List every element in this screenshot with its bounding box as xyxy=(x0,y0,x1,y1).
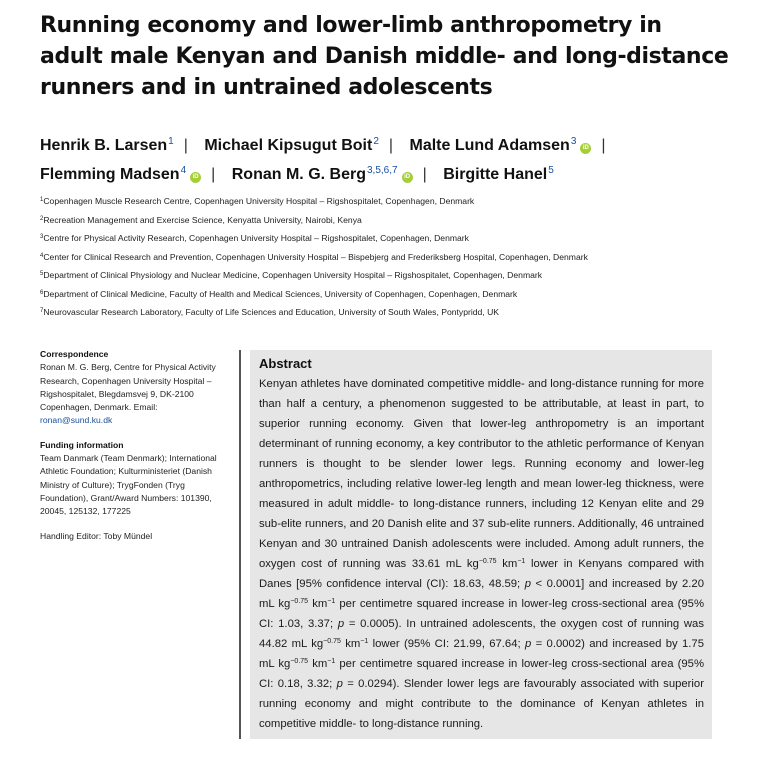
abstract-text: Kenyan athletes have dominated competitive middle- and long-distance running for more than half a century, a phenomenon suggested to be attributable, at least in part, to superior running economy. Given that lower-leg anthropometry is an important determinant of running economy, a key contributor to the athletic performance of Kenyan runners is thought to be slender lower legs. Running economy and lower-leg anthropometrics, including relative lower-leg length and mean lower-leg thickness, were measured in adult middle- to long-distance runners, including 12 Kenyan elite and 29 sub-elite runners, and 20 Danish elite and 37 sub-elite runners. Additionally, 46 untrained Kenyan and 30 untrained Danish adolescents were included. Among adult runners, the oxygen cost of running was 33.61 mL $kg^{-0.75}$ $km^{-1}$ lower in Kenyans compared with Danes [95% confidence interval (CI): 18.63, 48.59; p < 0.0001] and increased by 2.20 mL $kg^{-0.75}$ $km^{-1}$ per centimetre squared increase in lower-leg cross-sectional area (95% CI: 1.03, 3.37; p = 0.0005). In untrained adolescents, the oxygen cost of running was 44.82 mL $kg^{-0.75}$ $km^{-1}$ lower (95% CI: 21.99, 67.64; p = 0.0002) and increased by 1.75 mL $kg^{-0.75}$ $km^{-1}$ per centimetre squared increase in lower-leg cross-sectional area (95% CI: 0.18, 3.32; p = 0.0294). Slender lower legs are favourably associated with superior running economy and might contribute to the dominance of Kenyan athletes in competitive middle- to long-distance running. xyxy=(259,378,704,730)
author-boit[interactable]: Michael Kipsugut Boit$^2$ xyxy=(204,136,379,154)
abstract-heading: Abstract xyxy=(259,356,312,371)
funding-text: Team Danmark (Team Denmark); International Athletic Foundation; Kulturministeriet (Danish Ministry of Culture); TrygFonden (Tryg Foundation), Grant/Award Numbers: 101390, 20045, 125132, 177225 xyxy=(40,453,217,517)
author-affiliation-ref[interactable]: 4 xyxy=(180,165,187,176)
author-separator: | xyxy=(183,137,188,154)
abstract-box xyxy=(250,350,712,739)
handling-editor: Handling Editor: Toby Mündel xyxy=(40,530,153,541)
article-sidebar xyxy=(40,348,232,554)
author-affiliation-ref[interactable]: 3,5,6,7 xyxy=(366,165,398,176)
orcid-icon[interactable]: iD xyxy=(402,172,413,183)
affiliation-item: $^3$Centre for Physical Activity Research, Copenhagen University Hospital – Rigshospitalet, Copenhagen, Denmark xyxy=(40,233,469,243)
funding-block xyxy=(40,439,232,519)
author-larsen[interactable]: Henrik B. Larsen$^1$ xyxy=(40,136,174,154)
author-separator: | xyxy=(388,137,394,154)
affiliation-item: $^5$Department of Clinical Physiology and Nuclear Medicine, Copenhagen University Hospital – Rigshospitalet, Copenhagen, Denmark xyxy=(40,270,543,280)
affiliation-item: $^4$Center for Clinical Research and Prevention, Copenhagen University Hospital – Bispebjerg and Frederiksberg Hospital, Copenhagen, Denmark xyxy=(40,251,588,262)
author-affiliation-ref[interactable]: 2 xyxy=(373,136,379,147)
correspondence-heading: Correspondence xyxy=(40,349,109,359)
affiliation-item: $^1$Copenhagen Muscle Research Centre, Copenhagen University Hospital – Rigshospitalet, Copenhagen, Denmark xyxy=(40,196,475,206)
article-title: Running economy and lower-limb anthropometry in adult male Kenyan and Danish middle- and long-distance runners and in untrained adolescents xyxy=(40,13,729,100)
correspondence-block xyxy=(40,348,232,428)
author-separator: | xyxy=(211,166,216,183)
correspondence-email-link[interactable]: ronan@sund.ku.dk xyxy=(40,415,113,426)
author-madsen[interactable]: Flemming Madsen$^4$iD xyxy=(40,166,201,183)
author-list xyxy=(40,129,730,187)
affiliation-item: $^7$Neurovascular Research Laboratory, Faculty of Life Sciences and Education, University of South Wales, Pontypridd, UK xyxy=(40,307,500,317)
author-separator: | xyxy=(601,137,606,154)
funding-heading: Funding information xyxy=(40,439,124,450)
author-separator: | xyxy=(422,166,427,183)
affiliation-list xyxy=(40,193,730,323)
orcid-icon[interactable]: iD xyxy=(580,143,591,154)
orcid-icon[interactable]: iD xyxy=(190,172,201,183)
column-divider xyxy=(239,350,241,739)
author-affiliation-ref[interactable]: 3 xyxy=(570,136,577,147)
affiliation-item: $^2$Recreation Management and Exercise Science, Kenyatta University, Nairobi, Kenya xyxy=(40,214,362,225)
author-hanel[interactable]: Birgitte Hanel$^5$ xyxy=(443,165,554,183)
affiliation-item: $^6$Department of Clinical Medicine, Faculty of Health and Medical Sciences, University of Copenhagen, Copenhagen, Denmark xyxy=(40,288,518,299)
author-affiliation-ref[interactable]: 1 xyxy=(168,136,174,147)
author-berg[interactable]: Ronan M. G. Berg$^{3,5,6,7}$iD xyxy=(232,166,413,183)
author-affiliation-ref[interactable]: 5 xyxy=(548,165,554,176)
author-adamsen[interactable]: Malte Lund Adamsen$^3$iD xyxy=(410,137,592,154)
correspondence-text: Ronan M. G. Berg, Centre for Physical Activity Research, Copenhagen University Hospital – Rigshospitalet, Blegdamsvej 9, DK-2100 Copenhagen, Denmark. Email: ronan@sund.ku.dk xyxy=(40,362,216,426)
